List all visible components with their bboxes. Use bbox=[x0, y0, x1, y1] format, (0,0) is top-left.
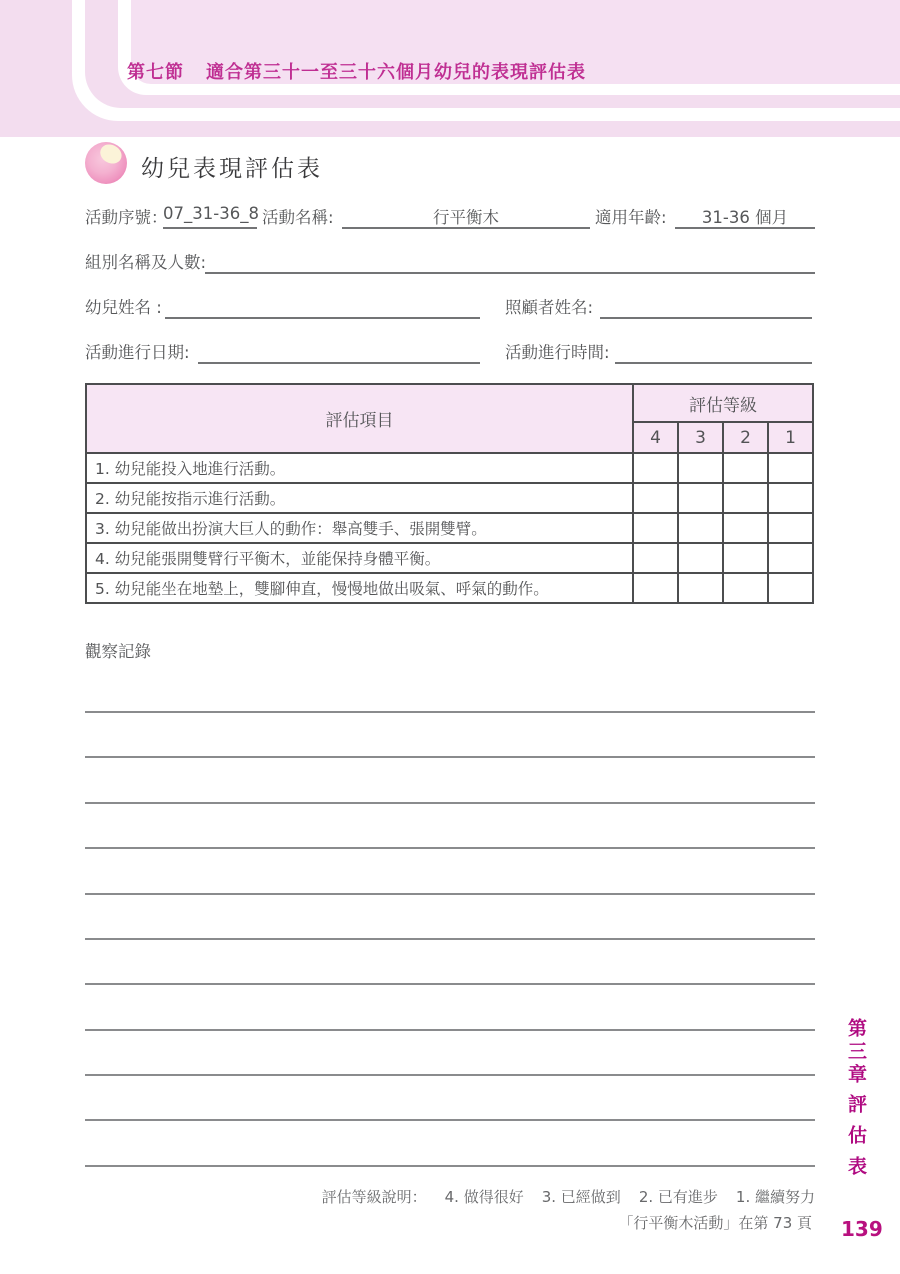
ruled-line bbox=[85, 847, 815, 849]
grade-cell bbox=[768, 483, 813, 513]
assessment-item: 4. 幼兒能張開雙臂行平衡木，並能保持身體平衡。 bbox=[86, 543, 633, 573]
ruled-line bbox=[85, 938, 815, 940]
ruled-line bbox=[85, 1119, 815, 1121]
pink-ball-icon bbox=[85, 142, 127, 184]
time-label: 活動進行時間: bbox=[505, 343, 610, 362]
table-row bbox=[86, 453, 813, 483]
activity-name-label: 活動名稱: bbox=[262, 208, 334, 227]
grade-cell bbox=[768, 453, 813, 483]
page-title: 幼兒表現評估表 bbox=[141, 156, 323, 182]
assessment-item: 1. 幼兒能投入地進行活動。 bbox=[86, 453, 633, 483]
ruled-line bbox=[85, 802, 815, 804]
date-field bbox=[198, 339, 480, 364]
group-label: 組別名稱及人數: bbox=[85, 253, 207, 272]
assessment-item: 3. 幼兒能做出扮演大巨人的動作：舉高雙手、張開雙臂。 bbox=[86, 513, 633, 543]
grade-col-3: 3 bbox=[678, 422, 723, 453]
grade-cell bbox=[723, 513, 768, 543]
grade-cell bbox=[723, 453, 768, 483]
activity-no-label: 活動序號： bbox=[85, 208, 168, 227]
grade-cell bbox=[723, 483, 768, 513]
ruled-line bbox=[85, 1165, 815, 1167]
header-banner bbox=[0, 0, 900, 137]
page-number: 139 bbox=[841, 1217, 883, 1241]
grade-cell bbox=[723, 573, 768, 603]
grade-col-2: 2 bbox=[723, 422, 768, 453]
grade-cell bbox=[768, 573, 813, 603]
legend-item: 4. 做得很好 bbox=[444, 1188, 524, 1206]
group-field bbox=[205, 249, 815, 274]
ruled-line bbox=[85, 711, 815, 713]
ball-highlight bbox=[97, 141, 125, 167]
ruled-line bbox=[85, 756, 815, 758]
table-row bbox=[86, 543, 813, 573]
legend-item: 3. 已經做到 bbox=[541, 1188, 621, 1206]
item-column-header: 評估項目 bbox=[86, 384, 633, 453]
assessment-item: 2. 幼兒能按指示進行活動。 bbox=[86, 483, 633, 513]
grade-cell bbox=[633, 543, 678, 573]
grade-cell bbox=[678, 573, 723, 603]
sidebar-tab-label: 評估表 bbox=[845, 1094, 867, 1187]
grade-cell bbox=[678, 453, 723, 483]
caregiver-field bbox=[600, 294, 812, 319]
grade-cell bbox=[633, 573, 678, 603]
child-name-label: 幼兒姓名 : bbox=[85, 298, 162, 317]
assessment-table bbox=[85, 383, 814, 604]
child-name-field bbox=[165, 294, 480, 319]
table-row bbox=[86, 513, 813, 543]
ruled-line bbox=[85, 983, 815, 985]
legend-item: 2. 已有進步 bbox=[638, 1188, 718, 1206]
grade-legend bbox=[85, 1186, 815, 1207]
time-field bbox=[615, 339, 812, 364]
age-label: 適用年齡: bbox=[595, 208, 667, 227]
reference-note: 「行平衡木活動」在第 73 頁 bbox=[618, 1214, 812, 1232]
legend-label: 評估等級說明： bbox=[321, 1188, 427, 1206]
grade-cell bbox=[633, 453, 678, 483]
observation-label: 觀察記錄 bbox=[85, 642, 151, 661]
grade-cell bbox=[633, 513, 678, 543]
grade-column-header: 評估等級 bbox=[633, 384, 813, 422]
grade-cell bbox=[678, 543, 723, 573]
grade-cell bbox=[768, 513, 813, 543]
sidebar-chapter-label: 第三章 bbox=[845, 1018, 867, 1087]
grade-col-4: 4 bbox=[633, 422, 678, 453]
assessment-item: 5. 幼兒能坐在地墊上，雙腳伸直，慢慢地做出吸氣、呼氣的動作。 bbox=[86, 573, 633, 603]
ruled-line bbox=[85, 1029, 815, 1031]
activity-name-field: 行平衡木 bbox=[342, 204, 590, 229]
grade-cell bbox=[768, 543, 813, 573]
section-title: 適合第三十一至三十六個月幼兒的表現評估表 bbox=[206, 62, 586, 83]
table-row bbox=[86, 573, 813, 603]
ruled-line bbox=[85, 893, 815, 895]
ruled-line bbox=[85, 1074, 815, 1076]
table-row bbox=[86, 483, 813, 513]
section-heading bbox=[127, 58, 586, 84]
grade-cell bbox=[678, 483, 723, 513]
grade-col-1: 1 bbox=[768, 422, 813, 453]
grade-cell bbox=[723, 543, 768, 573]
age-field: 31-36 個月 bbox=[675, 204, 815, 229]
legend-item: 1. 繼續努力 bbox=[735, 1188, 815, 1206]
grade-cell bbox=[678, 513, 723, 543]
date-label: 活動進行日期: bbox=[85, 343, 190, 362]
activity-no-field: 07_31-36_8 bbox=[163, 204, 257, 229]
section-number: 第七節 bbox=[127, 62, 184, 83]
caregiver-label: 照顧者姓名: bbox=[505, 298, 594, 317]
grade-cell bbox=[633, 483, 678, 513]
